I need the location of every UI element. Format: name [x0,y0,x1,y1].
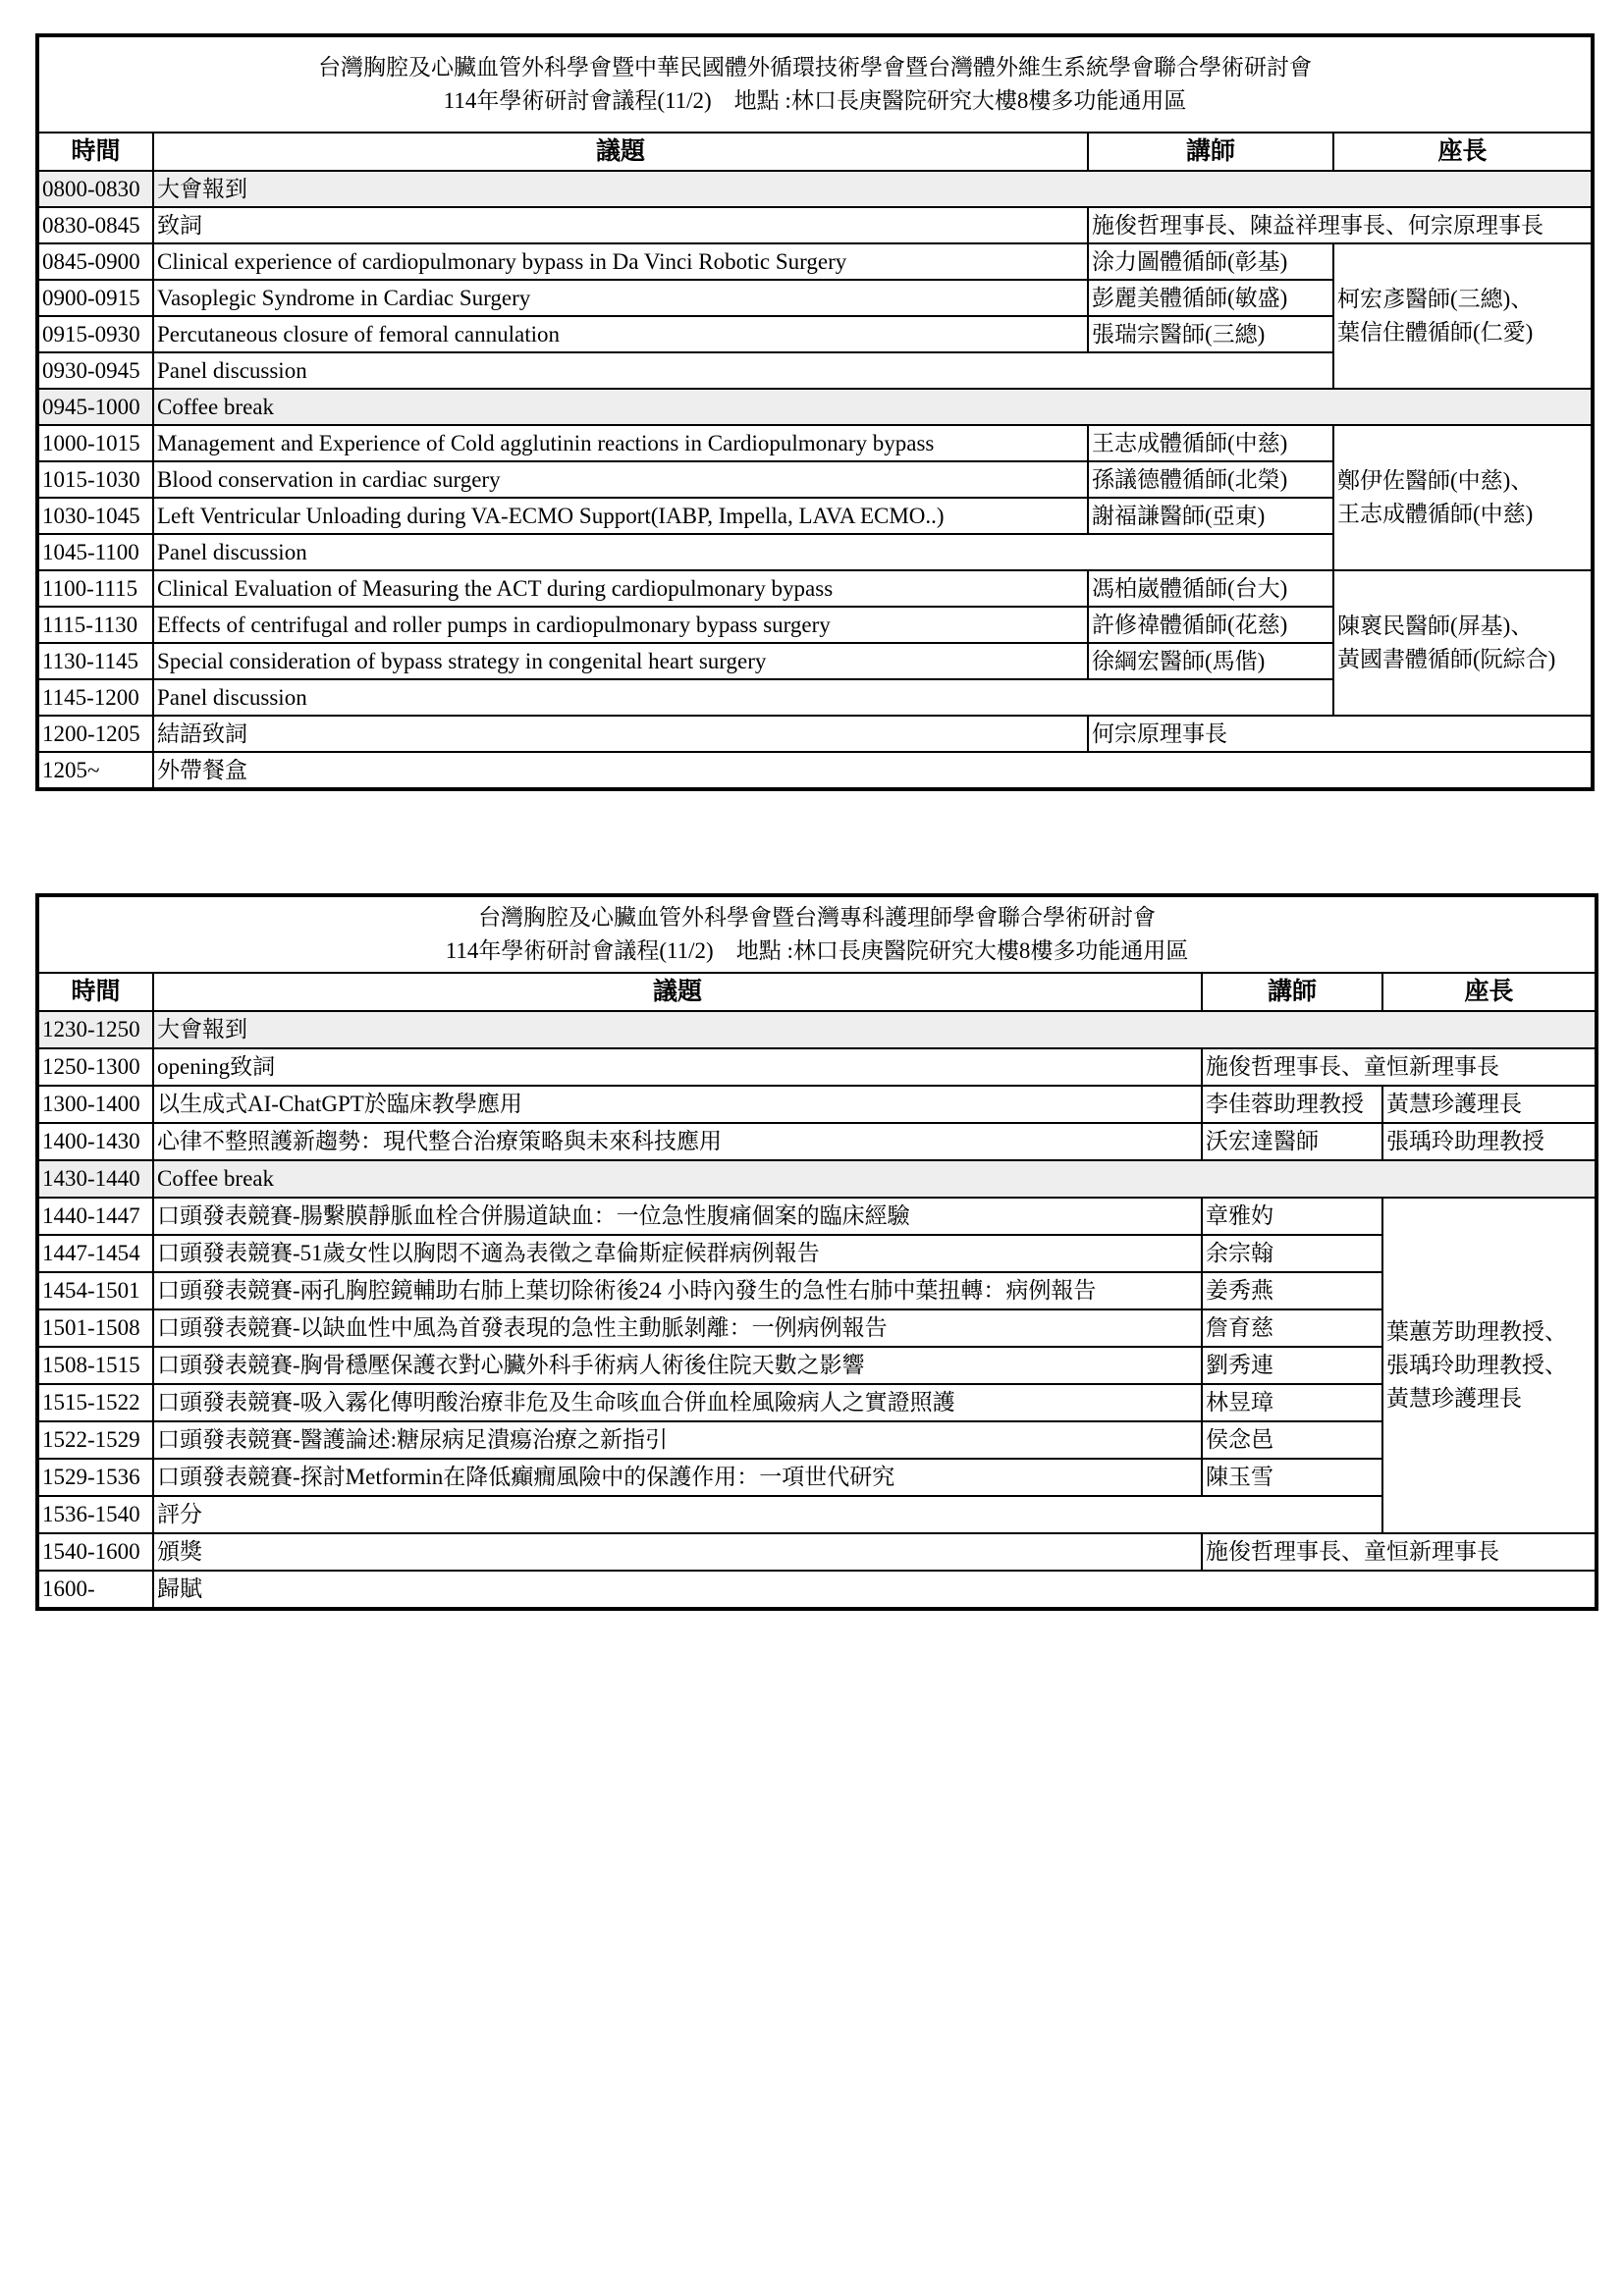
agenda-table-2 [35,893,1598,1611]
table-row [37,716,1593,752]
row-time: 1508-1515 [37,1347,153,1384]
title-line-2: 114年學術研討會議程(11/2) 地點 :林口長庚醫院研究大樓8樓多功能通用區 [445,938,1189,963]
row-topic: Coffee break [153,389,1593,425]
row-time: 1015-1030 [37,461,153,498]
table-row [37,1011,1597,1048]
row-speaker: 謝福謙醫師(亞東) [1088,498,1333,534]
row-topic: 以生成式AI-ChatGPT於臨床教學應用 [153,1086,1202,1123]
row-time: 0800-0830 [37,171,153,207]
table-row [37,1459,1597,1496]
title-line-2: 114年學術研討會議程(11/2) 地點 :林口長庚醫院研究大樓8樓多功能通用區 [443,88,1187,113]
table-row [37,425,1593,461]
table-row [37,1123,1597,1160]
row-time: 0930-0945 [37,352,153,389]
chair-line: 柯宏彥醫師(三總)、 [1337,287,1534,311]
table-row [37,1086,1597,1123]
row-chair: 黃慧珍護理長 [1382,1086,1597,1123]
chair-line: 葉信住體循師(仁愛) [1337,320,1534,345]
row-topic: 口頭發表競賽-以缺血性中風為首發表現的急性主動脈剝離：一例病例報告 [153,1309,1202,1347]
table-title [37,35,1593,133]
row-time: 1000-1015 [37,425,153,461]
row-topic: Panel discussion [153,679,1333,716]
row-speaker: 張瑞宗醫師(三總) [1088,316,1333,352]
table-row [37,1048,1597,1086]
row-topic: 結語致詞 [153,716,1088,752]
row-time: 0900-0915 [37,280,153,316]
row-speaker: 侯念邑 [1202,1421,1382,1459]
row-topic: 口頭發表競賽-兩孔胸腔鏡輔助右肺上葉切除術後24 小時內發生的急性右肺中葉扭轉：病例報告 [153,1272,1202,1309]
header-speaker: 講師 [1088,133,1333,171]
row-speaker: 余宗翰 [1202,1235,1382,1272]
row-time: 1230-1250 [37,1011,153,1048]
chair-line: 鄭伊佐醫師(中慈)、 [1337,468,1534,493]
row-time: 1440-1447 [37,1198,153,1235]
table-row [37,1309,1597,1347]
row-speaker: 彭麗美體循師(敏盛) [1088,280,1333,316]
table-row [37,1384,1597,1421]
chair-line: 王志成體循師(中慈) [1337,502,1534,526]
row-speaker: 王志成體循師(中慈) [1088,425,1333,461]
table-title [37,895,1597,973]
table-row [37,570,1593,607]
title-line-1: 台灣胸腔及心臟血管外科學會暨台灣專科護理師學會聯合學術研討會 [478,905,1157,930]
row-time: 1030-1045 [37,498,153,534]
row-topic: opening致詞 [153,1048,1202,1086]
row-speaker: 孫議德體循師(北榮) [1088,461,1333,498]
table-row [37,389,1593,425]
row-speaker: 林昱璋 [1202,1384,1382,1421]
row-topic: 大會報到 [153,1011,1597,1048]
row-time: 1522-1529 [37,1421,153,1459]
table-row [37,1272,1597,1309]
row-speaker: 沃宏達醫師 [1202,1123,1382,1160]
row-topic: 口頭發表競賽-探討Metformin在降低癲癇風險中的保護作用：一項世代研究 [153,1459,1202,1496]
row-time: 1205~ [37,752,153,789]
row-topic: Panel discussion [153,352,1333,389]
row-topic: Percutaneous closure of femoral cannulation [153,316,1088,352]
session-chair [1382,1198,1597,1533]
header-time: 時間 [37,133,153,171]
row-topic: 口頭發表競賽-胸骨穩壓保護衣對心臟外科手術病人術後住院天數之影響 [153,1347,1202,1384]
table-row [37,171,1593,207]
session-chair [1333,570,1593,716]
row-time: 1600- [37,1571,153,1609]
row-speaker: 馮柏崴體循師(台大) [1088,570,1333,607]
chair-line: 陳褱民醫師(屏基)、 [1337,614,1534,638]
row-time: 1501-1508 [37,1309,153,1347]
table-row [37,1235,1597,1272]
row-topic: Left Ventricular Unloading during VA-ECMO Support(IABP, Impella, LAVA ECMO..) [153,498,1088,534]
row-time: 1536-1540 [37,1496,153,1533]
header-chair: 座長 [1333,133,1593,171]
row-topic: Management and Experience of Cold agglutinin reactions in Cardiopulmonary bypass [153,425,1088,461]
row-topic: 歸賦 [153,1571,1597,1609]
table-row [37,1347,1597,1384]
row-time: 1200-1205 [37,716,153,752]
row-topic: 口頭發表競賽-吸入霧化傳明酸治療非危及生命咳血合併血栓風險病人之實證照護 [153,1384,1202,1421]
row-topic: Clinical experience of cardiopulmonary bypass in Da Vinci Robotic Surgery [153,243,1088,280]
table-row [37,243,1593,280]
header-speaker: 講師 [1202,973,1382,1011]
row-speaker: 徐綱宏醫師(馬偕) [1088,643,1333,679]
row-time: 1300-1400 [37,1086,153,1123]
row-topic: Special consideration of bypass strategy in congenital heart surgery [153,643,1088,679]
chair-line: 葉蕙芳助理教授、 [1386,1319,1567,1344]
table-row [37,1160,1597,1198]
row-time: 1454-1501 [37,1272,153,1309]
row-time: 1045-1100 [37,534,153,570]
row-time: 1115-1130 [37,607,153,643]
row-speaker: 姜秀燕 [1202,1272,1382,1309]
row-time: 1515-1522 [37,1384,153,1421]
session-chair [1333,425,1593,570]
row-speaker: 何宗原理事長 [1088,716,1593,752]
chair-line: 黃國書體循師(阮綜合) [1337,647,1556,671]
row-topic: Effects of centrifugal and roller pumps in cardiopulmonary bypass surgery [153,607,1088,643]
row-topic: 外帶餐盒 [153,752,1593,789]
row-speaker: 施俊哲理事長、童恒新理事長 [1202,1533,1597,1571]
row-speaker: 施俊哲理事長、童恒新理事長 [1202,1048,1597,1086]
table-row [37,207,1593,243]
row-time: 1447-1454 [37,1235,153,1272]
title-line-1: 台灣胸腔及心臟血管外科學會暨中華民國體外循環技術學會暨台灣體外維生系統學會聯合學術研討會 [318,55,1312,80]
row-topic: Panel discussion [153,534,1333,570]
table-row [37,1198,1597,1235]
row-speaker: 詹育慈 [1202,1309,1382,1347]
row-time: 0915-0930 [37,316,153,352]
table-row [37,1533,1597,1571]
row-time: 1145-1200 [37,679,153,716]
row-topic: Coffee break [153,1160,1597,1198]
session-chair [1333,243,1593,389]
row-topic: 口頭發表競賽-腸繫膜靜脈血栓合併腸道缺血：一位急性腹痛個案的臨床經驗 [153,1198,1202,1235]
row-speaker: 陳玉雪 [1202,1459,1382,1496]
row-topic: 大會報到 [153,171,1593,207]
row-time: 1130-1145 [37,643,153,679]
chair-line: 黃慧珍護理長 [1386,1386,1522,1411]
header-chair: 座長 [1382,973,1597,1011]
row-topic: Blood conservation in cardiac surgery [153,461,1088,498]
table-row [37,752,1593,789]
row-chair: 張瑀玲助理教授 [1382,1123,1597,1160]
row-time: 0845-0900 [37,243,153,280]
row-speaker: 劉秀連 [1202,1347,1382,1384]
row-topic: 口頭發表競賽-醫護論述:糖尿病足潰瘍治療之新指引 [153,1421,1202,1459]
header-topic: 議題 [153,973,1202,1011]
row-time: 1540-1600 [37,1533,153,1571]
row-time: 1529-1536 [37,1459,153,1496]
row-topic: Vasoplegic Syndrome in Cardiac Surgery [153,280,1088,316]
table-row [37,1571,1597,1609]
table-row [37,1496,1597,1533]
row-time: 0830-0845 [37,207,153,243]
row-time: 1400-1430 [37,1123,153,1160]
agenda-table-1 [35,33,1595,791]
header-topic: 議題 [153,133,1088,171]
header-time: 時間 [37,973,153,1011]
row-speaker: 施俊哲理事長、陳益祥理事長、何宗原理事長 [1088,207,1593,243]
row-time: 1430-1440 [37,1160,153,1198]
chair-line: 張瑀玲助理教授、 [1386,1353,1567,1377]
row-speaker: 章雅妁 [1202,1198,1382,1235]
row-topic: 口頭發表競賽-51歲女性以胸悶不適為表徵之韋倫斯症候群病例報告 [153,1235,1202,1272]
row-topic: 評分 [153,1496,1382,1533]
row-topic: 致詞 [153,207,1088,243]
row-speaker: 李佳蓉助理教授 [1202,1086,1382,1123]
row-time: 0945-1000 [37,389,153,425]
row-topic: 頒獎 [153,1533,1202,1571]
row-time: 1100-1115 [37,570,153,607]
row-speaker: 許修禕體循師(花慈) [1088,607,1333,643]
row-speaker: 涂力圖體循師(彰基) [1088,243,1333,280]
row-topic: Clinical Evaluation of Measuring the ACT during cardiopulmonary bypass [153,570,1088,607]
row-time: 1250-1300 [37,1048,153,1086]
table-row [37,1421,1597,1459]
row-topic: 心律不整照護新趨勢：現代整合治療策略與未來科技應用 [153,1123,1202,1160]
